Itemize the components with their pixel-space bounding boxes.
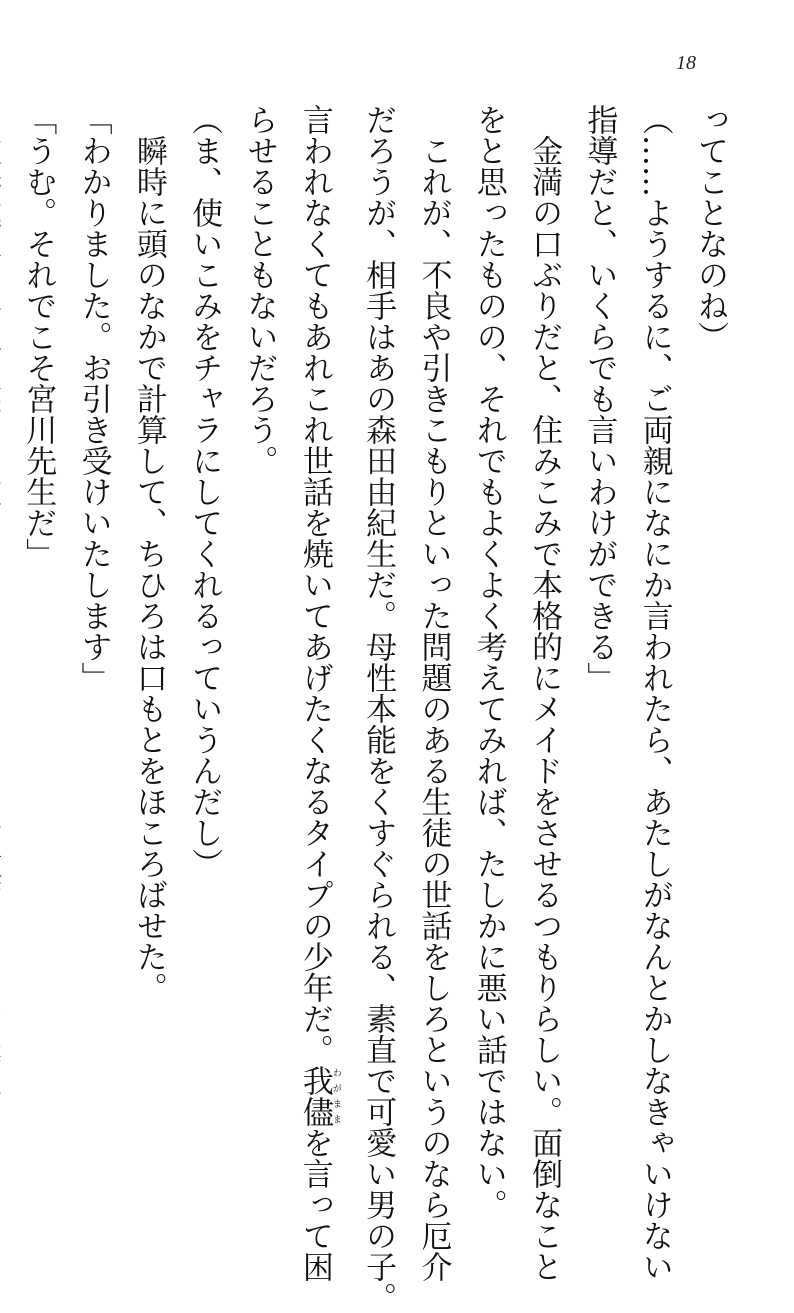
- ruby-base: 我儘: [296, 1065, 333, 1127]
- text-line-8-main: 言われなくてもあれこれ世話を焼いてあげたくなるタイプの少年だ。: [296, 104, 333, 1065]
- text-line-4: 金満の口ぶりだと、住みこみで本格的にメイドをさせるつもりらしい。面倒なこと: [526, 104, 563, 1282]
- text-line-11: 瞬時に頭のなかで計算して、ちひろは口もとをほころばせた。: [130, 104, 167, 1003]
- text-line-14: [0, 104, 1, 1164]
- text-line-9: らせることもないだろう。: [241, 104, 278, 476]
- text-line-13: 「うむ。それでこそ宮川先生だ」: [20, 104, 57, 569]
- ruby-word: [296, 1065, 341, 1127]
- text-line-5: をと思ったものの、それでもよくよく考えてみれば、たしかに悪い話ではない。: [470, 104, 507, 1220]
- text-line-7: だろうが、相手はあの森田由紀生だ。母性本能をくすぐられる、素直で可愛い男の子。: [360, 104, 397, 1313]
- page-number: 18: [676, 52, 696, 74]
- text-line-10: （ま、使いこみをチャラにしてくれるっていうんだし）: [186, 104, 223, 879]
- body-text: [0, 104, 728, 1313]
- text-line-8: [295, 104, 341, 1282]
- text-line-6: これが、不良や引きこもりといった問題のある生徒の世話をしろというのなら厄介: [415, 104, 452, 1282]
- text-line-3: 指導だと、いくらでも言いわけができる」: [581, 104, 618, 693]
- text-line-2: （……ようするに、ご両親になにか言われたら、あたしがなんとかしなきゃいけない: [636, 104, 673, 1282]
- text-line-1: ってことなのね）: [692, 104, 728, 352]
- ruby-after: を言って困: [296, 1127, 333, 1282]
- ruby-reading: わがまま: [330, 1065, 341, 1127]
- text-line-12: 「わかりました。お引き受けいたします」: [75, 104, 112, 693]
